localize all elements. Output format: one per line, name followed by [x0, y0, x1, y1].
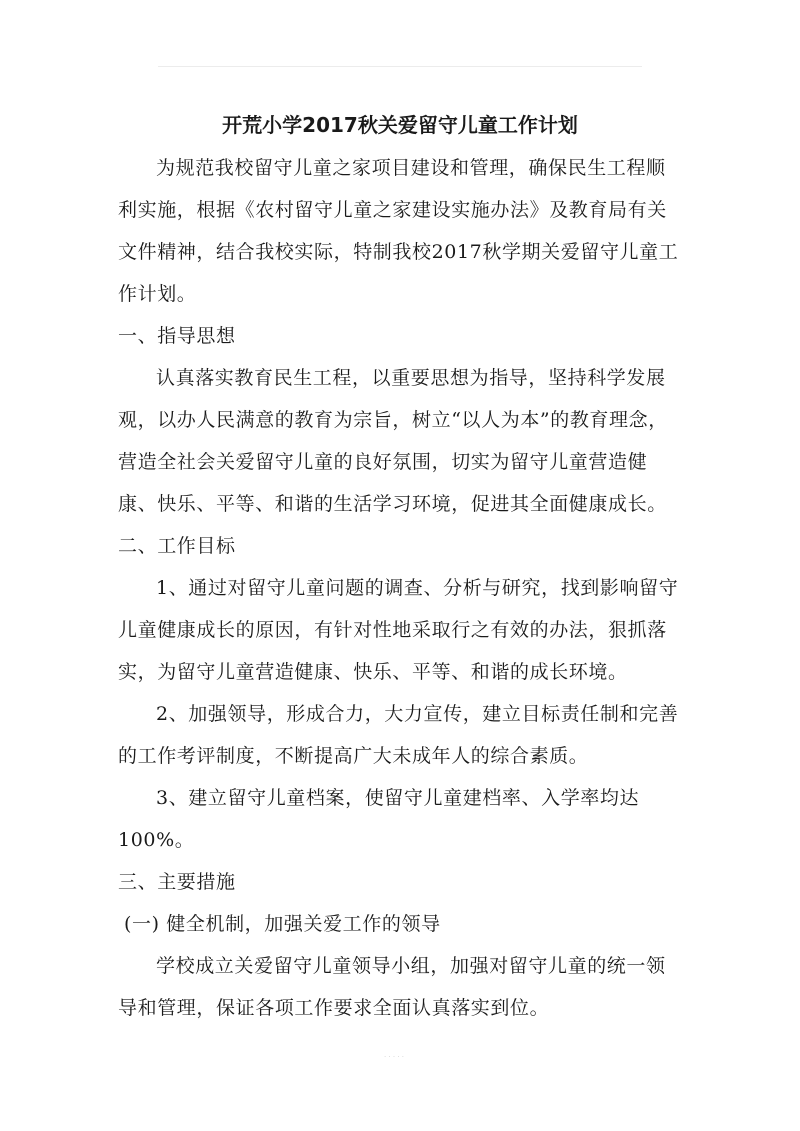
intro-paragraph: 为规范我校留守儿童之家项目建设和管理，确保民生工程顺利实施，根据《农村留守儿童之家建设实施办法》及教育局有关文件精神，结合我校实际，特制我校2017秋学期关爱留守儿童工作计划。 — [118, 157, 679, 305]
document-title: 开荒小学2017秋关爱留守儿童工作计划 — [222, 113, 578, 137]
section-3-sub-heading: (一) 健全机制，加强关爱工作的领导 — [124, 913, 441, 935]
section-3-heading: 三、主要措施 — [118, 871, 236, 893]
goal-item-3: 3、建立留守儿童档案，使留守儿童建档率、入学率均达100%。 — [118, 787, 640, 851]
section-1-heading: 一、指导思想 — [118, 325, 236, 347]
page-footer-mark: · · · · · — [384, 1053, 405, 1061]
section-1-body: 认真落实教育民生工程，以重要思想为指导，坚持科学发展观，以办人民满意的教育为宗旨，树立“以人为本”的教育理念，营造全社会关爱留守儿童的良好氛围，切实为留守儿童营造健康、快乐、平等、和谐的生活学习环境，促进其全面健康成长。 — [118, 367, 668, 515]
header-rule — [158, 66, 642, 67]
section-2-heading: 二、工作目标 — [118, 535, 236, 557]
goal-item-2: 2、加强领导，形成合力，大力宣传，建立目标责任制和完善的工作考评制度，不断提高广大未成年人的综合素质。 — [118, 703, 679, 767]
goal-item-1: 1、通过对留守儿童问题的调查、分析与研究，找到影响留守儿童健康成长的原因，有针对性地采取行之有效的办法，狠抓落实，为留守儿童营造健康、快乐、平等、和谐的成长环境。 — [118, 577, 679, 683]
section-3-body: 学校成立关爱留守儿童领导小组，加强对留守儿童的统一领导和管理，保证各项工作要求全面认真落实到位。 — [118, 955, 666, 1019]
